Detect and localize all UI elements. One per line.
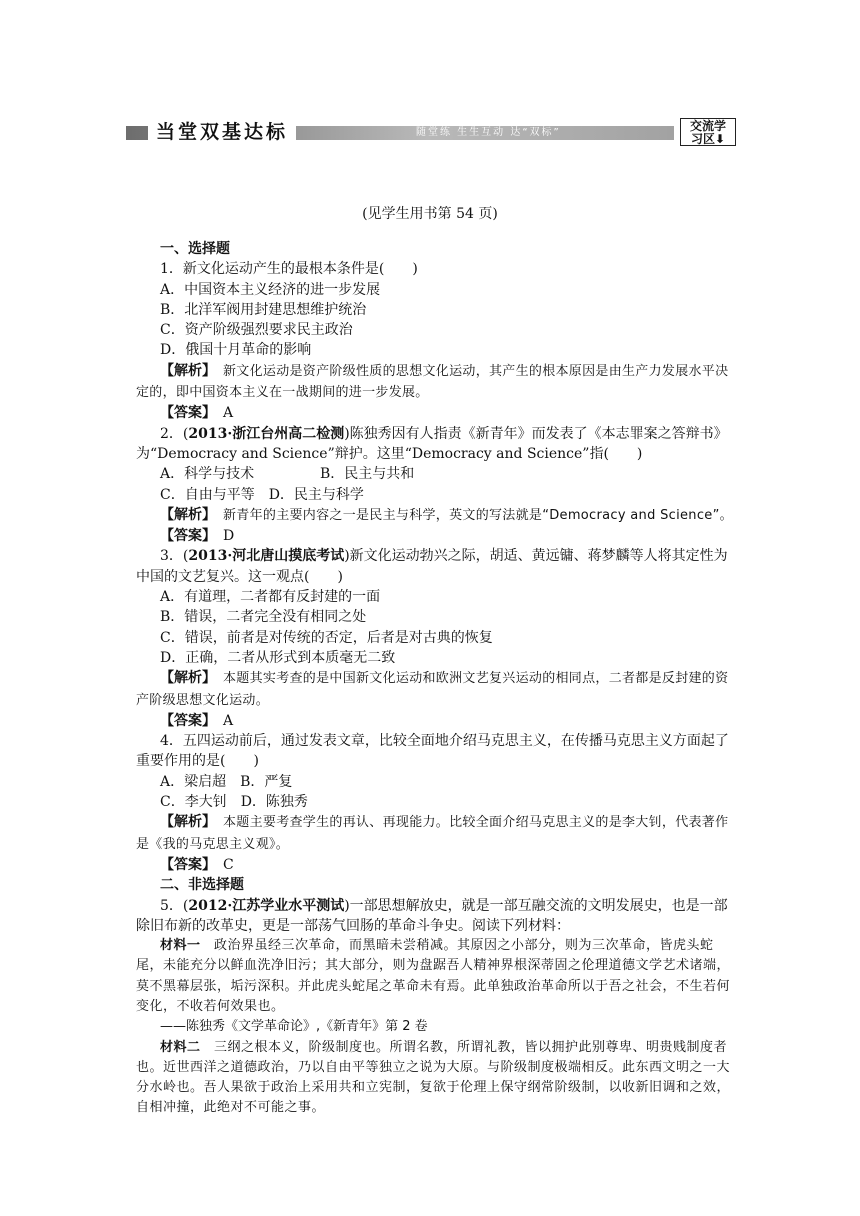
answer-label: 【答案】 (160, 712, 209, 729)
q3-answer (136, 711, 736, 731)
material-1-credit: ——陈独秀《文学革命论》,《新青年》第 2 卷 (160, 1019, 428, 1035)
material-1-label: 材料一 (160, 938, 201, 954)
q5-source: 2012·江苏学业水平测试 (188, 897, 345, 914)
q4-options-cd: C．李大钊 D．陈独秀 (160, 794, 308, 811)
question-4-stem: 4．五四运动前后，通过发表文章，比较全面地介绍马克思主义，在传播马克思主义方面起了重要作用的是( ) (136, 733, 729, 770)
q3-text: )新文化运动勃兴之际，胡适、黄远镛、蒋梦麟等人将其定性为中国的文艺复兴。这一观点( ) (136, 548, 728, 585)
q2-options-cd: C．自由与平等 D．民主与科学 (160, 486, 364, 503)
q2-number: 2．( (160, 425, 189, 442)
material-2 (136, 1038, 736, 1119)
q2-option-a: A．科学与技术 (160, 466, 255, 483)
analysis-text: 本题其实考查的是中国新文化运动和欧洲文艺复兴运动的相同点，二者都是反封建的资产阶级思想文化运动。 (136, 671, 729, 708)
question-3-stem (136, 546, 736, 587)
q3-number: 3．( (160, 548, 189, 565)
q1-option-b: B．北洋军阀用封建思想维护统治 (160, 301, 367, 318)
analysis-text: 新青年的主要内容之一是民主与科学，英文的写法就是“Democracy and Science”。 (223, 507, 733, 523)
answer-label: 【答案】 (160, 405, 209, 422)
q1-option-d: D．俄国十月革命的影响 (160, 342, 312, 359)
material-1-text: 政治界虽经三次革命，而黑暗未尝稍减。其原因之小部分，则为三次革命，皆虎头蛇尾，未能充分以鲜血洗净旧污；其大部分，则为盘踞吾人精神界根深蒂固之伦理道德文学艺术诸端，莫不黑幕层张，垢污深积。并此虎头蛇尾之革命未有焉。此单独政治革命所以于吾之社会，不生若何变化，不收若何效果也。 (136, 938, 731, 1014)
section-banner (126, 118, 736, 146)
answer-label: 【答案】 (160, 528, 209, 545)
analysis-label: 【解析】 (160, 362, 209, 379)
answer-label: 【答案】 (160, 856, 209, 873)
analysis-text: 本题主要考查学生的再认、再现能力。比较全面介绍马克思主义的是李大钊，代表著作是《我的马克思主义观》。 (136, 815, 729, 852)
page-reference: (见学生用书第 54 页) (362, 206, 498, 222)
box-line-2: 习区⬇ (690, 132, 726, 146)
analysis-label: 【解析】 (160, 670, 209, 687)
section-heading-choice: 一、选择题 (160, 241, 230, 257)
material-1 (136, 936, 736, 1017)
analysis-label: 【解析】 (160, 506, 209, 523)
q2-answer (136, 526, 736, 546)
material-2-text: 三纲之根本义，阶级制度也。所谓名教，所谓礼教，皆以拥护此别尊卑、明贵贱制度者也。近世西洋之道德政治，乃以自由平等独立之说为大原。与阶级制度极端相反。此东西文明之一大分水岭也。吾人果欲于政治上采用共和立宪制，复欲于伦理上保守纲常阶级制，以收新旧调和之效，自相冲撞，此绝对不可能之事。 (136, 1039, 731, 1116)
q5-number: 5．( (160, 897, 189, 914)
document-body (136, 239, 736, 1119)
box-line-1: 交流学 (689, 119, 726, 133)
q3-source: 2013·河北唐山摸底考试 (188, 548, 345, 565)
question-5-stem (136, 896, 736, 937)
answer-value: A (223, 712, 234, 729)
answer-value: A (223, 405, 234, 422)
analysis-label: 【解析】 (160, 814, 209, 831)
q4-analysis (136, 812, 736, 855)
q1-option-c: C．资产阶级强烈要求民主政治 (160, 322, 353, 339)
exchange-area-box (680, 118, 736, 146)
q1-analysis (136, 361, 736, 404)
answer-value: D (223, 528, 235, 545)
analysis-text: 新文化运动是资产阶级性质的思想文化运动，其产生的根本原因是由生产力发展水平决定的，即中国资本主义在一战期间的进一步发展。 (136, 363, 729, 401)
q1-answer (136, 403, 736, 423)
q2-option-b: B．民主与共和 (320, 466, 415, 483)
q2-options-ab (136, 464, 736, 484)
q3-analysis (136, 668, 736, 711)
q4-options-ab: A．梁启超 B．严复 (160, 773, 293, 790)
q3-option-c: C．错误，前者是对传统的否定，后者是对古典的恢复 (160, 629, 493, 646)
material-2-label: 材料二 (160, 1039, 201, 1055)
q3-option-d: D．正确，二者从形式到本质毫无二致 (160, 649, 396, 666)
q2-source: 2013·浙江台州高二检测 (188, 425, 345, 442)
question-1-stem: 1．新文化运动产生的最根本条件是( ) (160, 261, 418, 278)
q1-option-a: A．中国资本主义经济的进一步发展 (160, 281, 381, 298)
q3-option-a: A．有道理，二者都有反封建的一面 (160, 589, 381, 606)
answer-value: C (223, 856, 234, 873)
q3-option-b: B．错误，二者完全没有相同之处 (160, 609, 367, 626)
q2-text: )陈独秀因有人指责《新青年》而发表了《本志罪案之答辩书》为“Democracy and Science”辩护。这里“Democracy and Science”指( ) (136, 425, 728, 462)
q4-answer (136, 855, 736, 875)
q2-analysis (136, 505, 736, 526)
banner-title: 当堂双基达标 (148, 118, 296, 146)
banner-motto: 随堂练 生生互动 达“双标” (416, 127, 561, 138)
question-2-stem (136, 424, 736, 465)
q5-text: )一部思想解放史，就是一部互融交流的文明发展史，也是一部除旧布新的改革史，更是一部荡气回肠的革命斗争史。阅读下列材料： (136, 897, 728, 934)
section-heading-nonchoice: 二、非选择题 (160, 877, 244, 894)
